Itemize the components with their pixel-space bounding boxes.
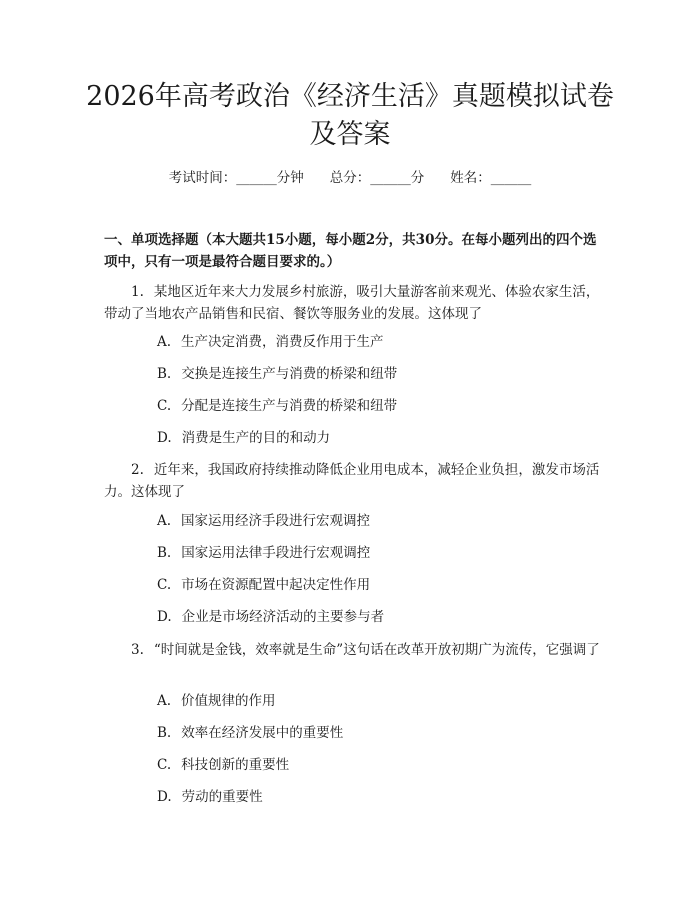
question-number: 2. bbox=[131, 462, 144, 478]
exam-title bbox=[70, 78, 630, 154]
option-letter: D. bbox=[157, 430, 172, 446]
question-text: 近年来，我国政府持续推动降低企业用电成本，减轻企业负担，激发市场活力。这体现了 bbox=[104, 462, 600, 500]
exam-title-line1: 2026年高考政治《经济生活》真题模拟试卷 bbox=[86, 81, 614, 112]
exam-name-label: 姓名：______ bbox=[450, 170, 532, 186]
option-text: 企业是市场经济活动的主要参与者 bbox=[181, 609, 385, 625]
option-letter: A. bbox=[157, 513, 172, 529]
question-number: 1. bbox=[131, 284, 144, 300]
question-stem bbox=[104, 639, 604, 661]
option-letter: B. bbox=[157, 366, 172, 382]
question-2 bbox=[104, 459, 604, 503]
exam-time-label: 考试时间：______分钟 bbox=[168, 170, 304, 186]
option-letter: A. bbox=[157, 334, 172, 350]
option-letter: C. bbox=[157, 398, 172, 414]
option-letter: C. bbox=[157, 577, 172, 593]
question-2-option-a bbox=[157, 511, 370, 531]
question-text: 某地区近年来大力发展乡村旅游，吸引大量游客前来观光、体验农家生活，带动了当地农产品销售和民宿、餐饮等服务业的发展。这体现了 bbox=[104, 284, 600, 322]
question-1 bbox=[104, 281, 604, 325]
question-3-option-d bbox=[157, 787, 263, 807]
question-3-option-c bbox=[157, 755, 289, 775]
option-letter: D. bbox=[157, 609, 172, 625]
option-text: 效率在经济发展中的重要性 bbox=[181, 725, 344, 741]
option-text: 劳动的重要性 bbox=[181, 789, 263, 805]
option-letter: D. bbox=[157, 789, 172, 805]
question-3-option-b bbox=[157, 723, 343, 743]
exam-meta bbox=[0, 168, 700, 188]
question-3 bbox=[104, 639, 604, 661]
question-stem bbox=[104, 459, 604, 503]
option-text: 科技创新的重要性 bbox=[181, 757, 290, 773]
option-text: 生产决定消费，消费反作用于生产 bbox=[181, 334, 384, 350]
question-2-option-c bbox=[157, 575, 370, 595]
question-3-option-a bbox=[157, 691, 276, 711]
option-text: 国家运用经济手段进行宏观调控 bbox=[181, 513, 371, 529]
option-text: 国家运用法律手段进行宏观调控 bbox=[181, 545, 371, 561]
question-1-option-b bbox=[157, 364, 397, 384]
question-1-option-c bbox=[157, 396, 397, 416]
question-stem bbox=[104, 281, 604, 325]
question-text: “时间就是金钱，效率就是生命”这句话在改革开放初期广为流传，它强调了 bbox=[153, 642, 600, 658]
question-2-option-d bbox=[157, 607, 384, 627]
option-text: 价值规律的作用 bbox=[181, 693, 276, 709]
option-letter: B. bbox=[157, 545, 172, 561]
question-number: 3. bbox=[131, 642, 144, 658]
option-text: 市场在资源配置中起决定性作用 bbox=[181, 577, 371, 593]
option-text: 消费是生产的目的和动力 bbox=[181, 430, 331, 446]
option-text: 交换是连接生产与消费的桥梁和纽带 bbox=[181, 366, 398, 382]
question-1-option-d bbox=[157, 428, 330, 448]
question-2-option-b bbox=[157, 543, 370, 563]
exam-score-label: 总分：______分 bbox=[329, 170, 425, 186]
option-letter: B. bbox=[157, 725, 172, 741]
exam-title-line2: 及答案 bbox=[309, 119, 391, 150]
option-letter: C. bbox=[157, 757, 172, 773]
section-title: 一、单项选择题（本大题共15小题，每小题2分，共30分。在每小题列出的四个选项中，只有一项是最符合题目要求的。） bbox=[104, 232, 597, 270]
question-1-option-a bbox=[157, 332, 384, 352]
option-letter: A. bbox=[157, 693, 172, 709]
option-text: 分配是连接生产与消费的桥梁和纽带 bbox=[181, 398, 398, 414]
